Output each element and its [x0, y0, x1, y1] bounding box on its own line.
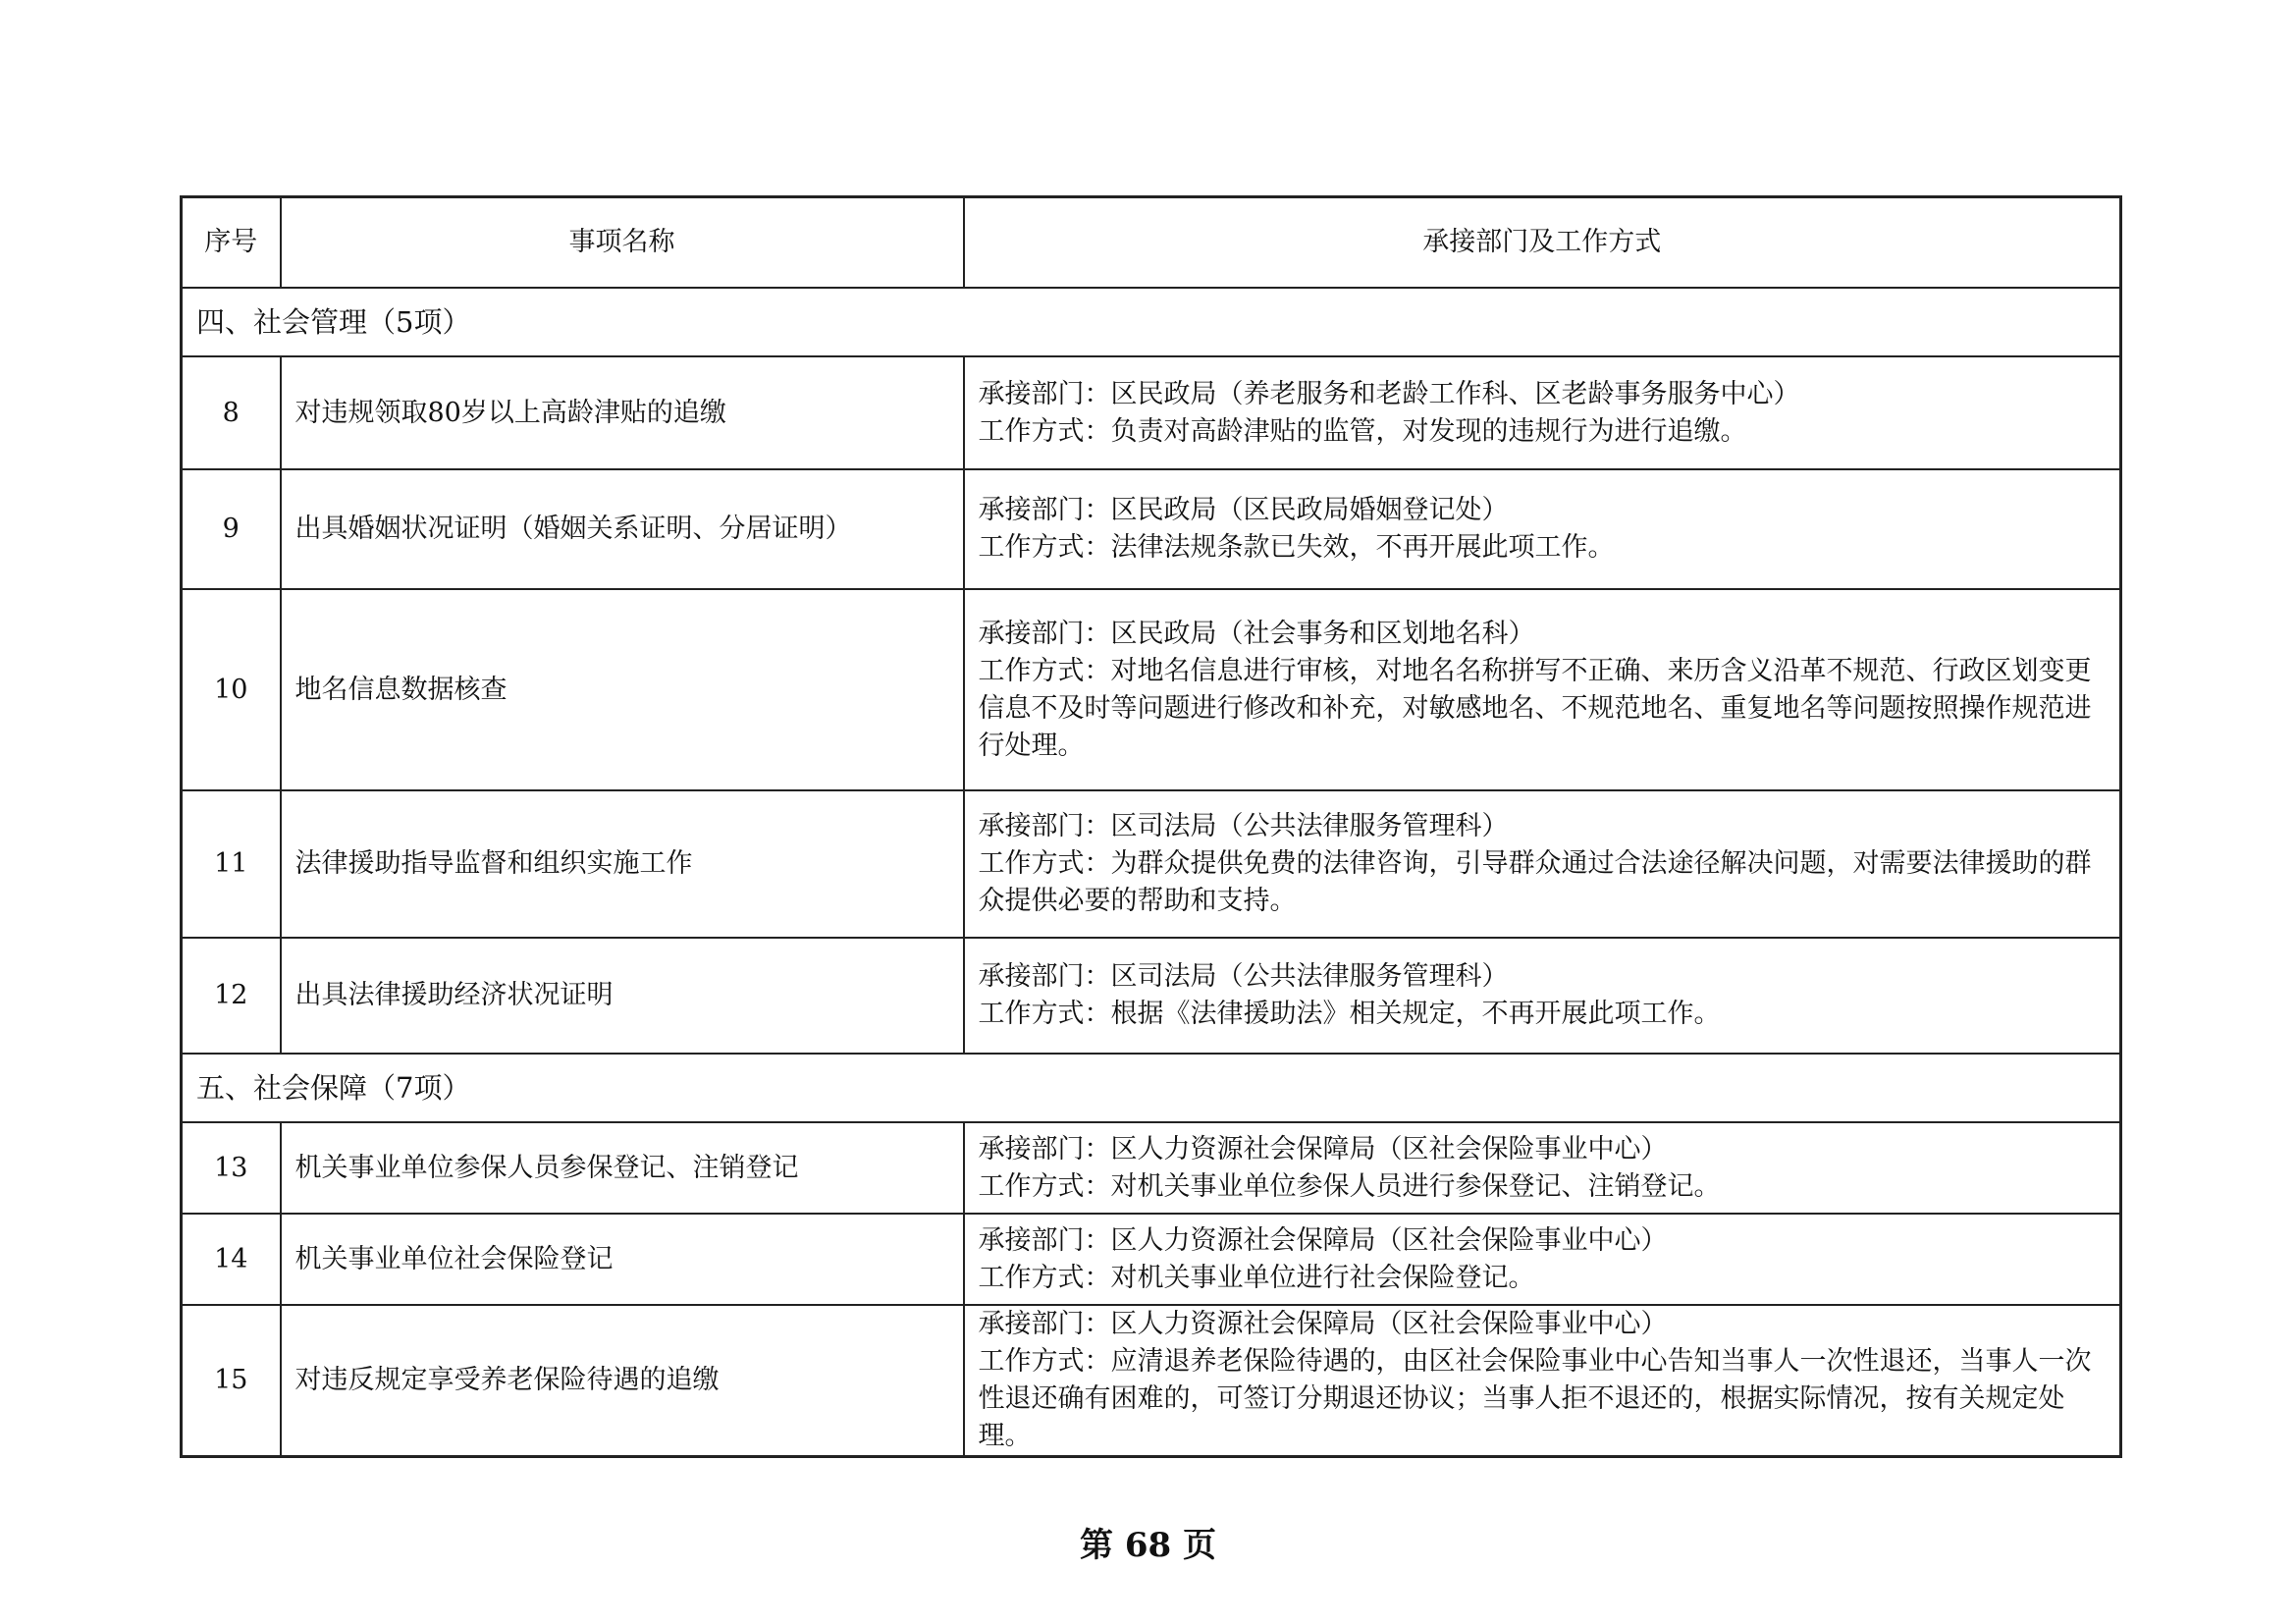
header-department-method: 承接部门及工作方式	[964, 197, 2121, 289]
table-row	[182, 356, 2121, 469]
row-department: 承接部门：区民政局（养老服务和老龄工作科、区老龄事务服务中心）	[978, 378, 1800, 409]
row-number: 10	[182, 589, 281, 790]
row-item-name: 对违反规定享受养老保险待遇的追缴	[281, 1305, 964, 1457]
table-header-row	[182, 197, 2121, 289]
row-department: 承接部门：区人力资源社会保障局（区社会保险事业中心）	[978, 1224, 1668, 1256]
row-department: 承接部门：区民政局（社会事务和区划地名科）	[978, 618, 1535, 649]
row-department-method	[964, 1305, 2121, 1457]
row-department: 承接部门：区人力资源社会保障局（区社会保险事业中心）	[978, 1133, 1668, 1164]
section-title: 四、社会管理（5项）	[182, 288, 2121, 356]
row-department-method	[964, 469, 2121, 589]
row-item-name: 地名信息数据核查	[281, 589, 964, 790]
table-row	[182, 1305, 2121, 1457]
row-number: 13	[182, 1122, 281, 1214]
table-row	[182, 1122, 2121, 1214]
section-title: 五、社会保障（7项）	[182, 1054, 2121, 1122]
table-row	[182, 589, 2121, 790]
page-number: 第 68 页	[1080, 1526, 1216, 1565]
table-row	[182, 469, 2121, 589]
header-item-name: 事项名称	[281, 197, 964, 289]
row-department-method	[964, 1214, 2121, 1305]
row-number: 15	[182, 1305, 281, 1457]
row-item-name: 机关事业单位参保人员参保登记、注销登记	[281, 1122, 964, 1214]
row-work-method: 工作方式：对机关事业单位参保人员进行参保登记、注销登记。	[978, 1170, 1721, 1202]
row-department: 承接部门：区司法局（公共法律服务管理科）	[978, 961, 1509, 992]
row-number: 11	[182, 790, 281, 938]
row-department-method	[964, 790, 2121, 938]
row-number: 8	[182, 356, 281, 469]
row-work-method: 工作方式：法律法规条款已失效，不再开展此项工作。	[978, 532, 1615, 563]
row-department-method	[964, 589, 2121, 790]
row-department: 承接部门：区人力资源社会保障局（区社会保险事业中心）	[978, 1309, 1668, 1339]
row-item-name: 机关事业单位社会保险登记	[281, 1214, 964, 1305]
table-row	[182, 790, 2121, 938]
table-row	[182, 938, 2121, 1054]
row-item-name: 出具婚姻状况证明（婚姻关系证明、分居证明）	[281, 469, 964, 589]
items-table	[180, 195, 2122, 1458]
row-department: 承接部门：区民政局（区民政局婚姻登记处）	[978, 495, 1509, 525]
row-work-method: 工作方式：应清退养老保险待遇的，由区社会保险事业中心告知当事人一次性退还，当事人一次性退还确有困难的，可签订分期退还协议；当事人拒不退还的，根据实际情况，按有关规定处理。	[978, 1346, 2092, 1451]
row-work-method: 工作方式：为群众提供免费的法律咨询，引导群众通过合法途径解决问题，对需要法律援助的群众提供必要的帮助和支持。	[978, 848, 2092, 916]
row-number: 14	[182, 1214, 281, 1305]
section-header-row	[182, 1054, 2121, 1122]
row-department-method	[964, 938, 2121, 1054]
table-row	[182, 1214, 2121, 1305]
row-department-method	[964, 356, 2121, 469]
row-work-method: 工作方式：负责对高龄津贴的监管，对发现的违规行为进行追缴。	[978, 415, 1747, 447]
row-item-name: 对违规领取80岁以上高龄津贴的追缴	[281, 356, 964, 469]
row-department-method	[964, 1122, 2121, 1214]
row-department: 承接部门：区司法局（公共法律服务管理科）	[978, 811, 1509, 841]
row-number: 9	[182, 469, 281, 589]
row-item-name: 法律援助指导监督和组织实施工作	[281, 790, 964, 938]
row-number: 12	[182, 938, 281, 1054]
row-work-method: 工作方式：对机关事业单位进行社会保险登记。	[978, 1262, 1535, 1293]
row-item-name: 出具法律援助经济状况证明	[281, 938, 964, 1054]
row-work-method: 工作方式：根据《法律援助法》相关规定，不再开展此项工作。	[978, 999, 1721, 1029]
header-serial-number: 序号	[182, 197, 281, 289]
section-header-row	[182, 288, 2121, 356]
row-work-method: 工作方式：对地名信息进行审核，对地名名称拼写不正确、来历含义沿革不规范、行政区划变更信息不及时等问题进行修改和补充，对敏感地名、不规范地名、重复地名等问题按照操作规范进行处理。	[978, 655, 2092, 761]
